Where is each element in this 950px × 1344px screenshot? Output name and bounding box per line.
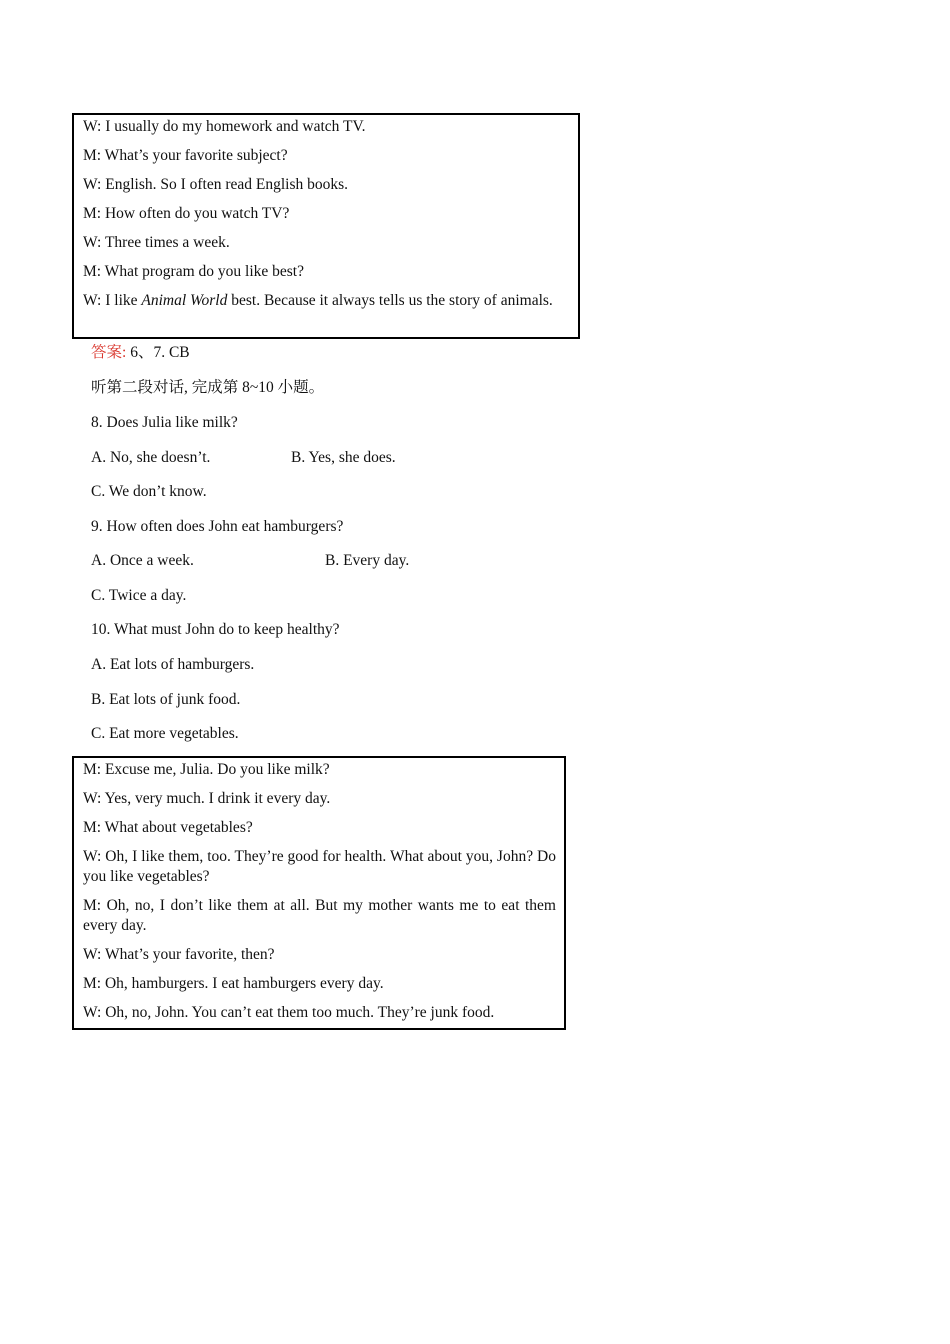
question-9: 9. How often does John eat hamburgers? [91,518,344,535]
question-10-option-c: C. Eat more vegetables. [91,725,239,742]
dialogue-line: M: How often do you watch TV? [83,205,290,222]
dialogue-line: M: Oh, hamburgers. I eat hamburgers every day. [83,975,384,992]
question-10-option-a: A. Eat lots of hamburgers. [91,656,255,673]
dialogue-line: M: Excuse me, Julia. Do you like milk? [83,761,330,778]
question-8-option-a: A. No, she doesn’t. [91,449,211,466]
question-9-option-a: A. Once a week. [91,552,194,569]
dialogue-line: W: Oh, I like them, too. They’re good for health. What about you, John? Do you like vegetables? [83,848,556,885]
dialogue-line: W: Three times a week. [83,234,230,251]
question-8-option-b: B. Yes, she does. [291,449,396,466]
question-8-option-c: C. We don’t know. [91,483,207,500]
answer-label: 答案: [91,344,127,361]
dialogue-line: W: What’s your favorite, then? [83,946,275,963]
program-title: Animal World [141,292,228,309]
dialogue-line-last [83,291,570,311]
question-9-option-b: B. Every day. [325,552,410,569]
answer-line [91,343,190,363]
question-8: 8. Does Julia like milk? [91,414,238,431]
dialogue-transcript-box-2 [72,756,566,1030]
dialogue-line: M: What program do you like best? [83,263,304,280]
answer-value: 6、7. CB [126,344,190,361]
dialogue-line: M: What’s your favorite subject? [83,147,288,164]
section-instruction: 听第二段对话, 完成第 8~10 小题。 [91,379,325,396]
dialogue-line: M: Oh, no, I don’t like them at all. But my mother wants me to eat them every day. [83,897,556,934]
dialogue-line: M: What about vegetables? [83,819,253,836]
dialogue-line-suffix: best. Because it always tells us the story of animals. [227,292,553,309]
dialogue-line-prefix: W: I like [83,292,142,309]
dialogue-line: W: I usually do my homework and watch TV. [83,118,366,135]
question-10: 10. What must John do to keep healthy? [91,621,340,638]
dialogue-line: W: English. So I often read English books. [83,176,349,193]
dialogue-line: W: Oh, no, John. You can’t eat them too much. They’re junk food. [83,1004,495,1021]
question-9-option-c: C. Twice a day. [91,587,187,604]
question-10-option-b: B. Eat lots of junk food. [91,691,241,708]
dialogue-transcript-box-1 [72,113,580,339]
question-8-options-row [91,448,396,468]
dialogue-line: W: Yes, very much. I drink it every day. [83,790,331,807]
question-9-options-row [91,551,410,571]
